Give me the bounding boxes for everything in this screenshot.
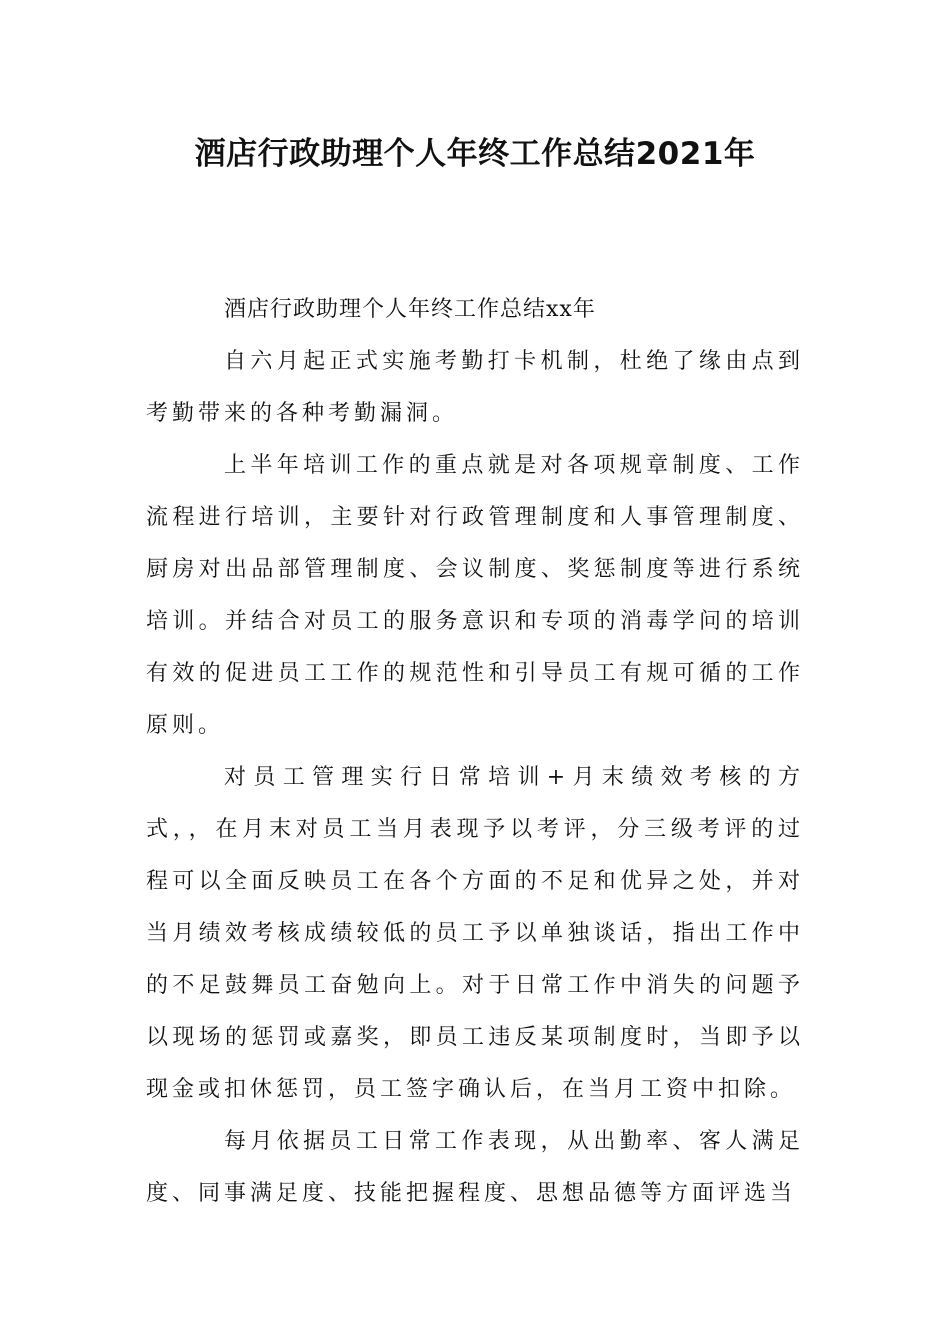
paragraph-training: 上半年培训工作的重点就是对各项规章制度、工作流程进行培训，主要针对行政管理制度和人事管理制度、厨房对出品部管理制度、会议制度、奖惩制度等进行系统培训。并结合对员工的服务意识和专项的消毒学问的培训有效的促进员工工作的规范性和引导员工有规可循的工作原则。 [146,453,804,738]
paragraph-monthly-evaluation: 每月依据员工日常工作表现，从出勤率、客人满足度、同事满足度、技能把握程度、思想品德等方面评选当 [146,1129,804,1206]
document-body [146,284,804,1220]
paragraph-staff-management: 对员工管理实行日常培训+月末绩效考核的方式，，在月末对员工当月表现予以考评，分三级考评的过程可以全面反映员工在各个方面的不足和优异之处，并对当月绩效考核成绩较低的员工予以单独谈话，指出工作中的不足鼓舞员工奋勉向上。对于日常工作中消失的问题予以现场的惩罚或嘉奖，即员工违反某项制度时，当即予以现金或扣休惩罚，员工签字确认后，在当月工资中扣除。 [146,765,804,1102]
document-title: 酒店行政助理个人年终工作总结2021年 [194,136,756,172]
document-subtitle-paragraph: 酒店行政助理个人年终工作总结xx年 [224,297,596,322]
paragraph-attendance: 自六月起正式实施考勤打卡机制，杜绝了缘由点到考勤带来的各种考勤漏洞。 [146,349,804,426]
